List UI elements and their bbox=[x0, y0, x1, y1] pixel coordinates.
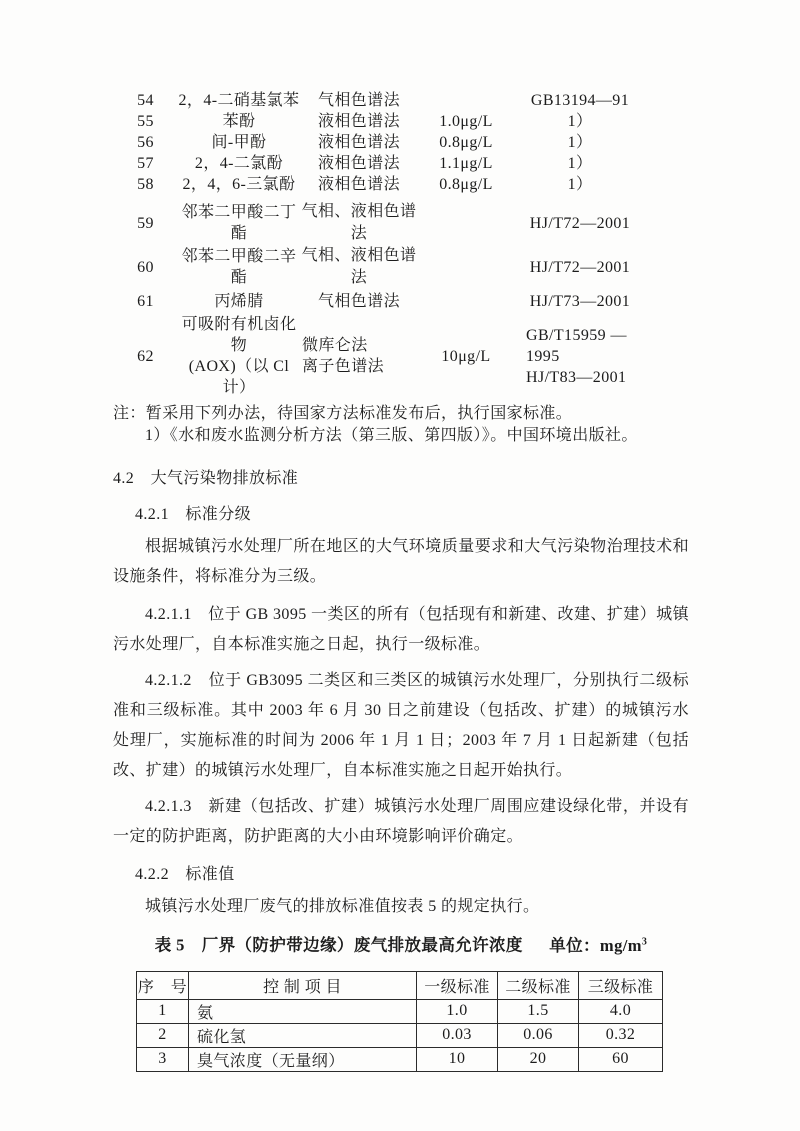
detection-limit: 10μg/L bbox=[441, 347, 491, 365]
method-line: 离子色谱法 bbox=[302, 358, 385, 375]
method-name: 气相色谱法 bbox=[317, 92, 400, 109]
table5-title-text: 表 5 厂界（防护带边缘）废气排放最高允许浓度 bbox=[154, 935, 523, 955]
table5-caption bbox=[113, 932, 689, 956]
cell-level1: 0.03 bbox=[417, 1023, 498, 1047]
method-name bbox=[300, 201, 418, 245]
row-number: 57 bbox=[137, 155, 154, 172]
standard-ref-line: GB/T15959 — bbox=[526, 326, 627, 344]
detection-limit: 1.0μg/L bbox=[439, 113, 493, 130]
standard-ref: HJ/T72—2001 bbox=[529, 214, 631, 232]
table-row-58 bbox=[113, 174, 646, 195]
table5-emission-limits bbox=[136, 971, 663, 1072]
pollutant-name-line: 可吸附有机卤化物 bbox=[181, 316, 297, 354]
standard-ref: 1） bbox=[567, 176, 593, 193]
cell-serial: 3 bbox=[137, 1047, 189, 1071]
table-row-57 bbox=[113, 153, 646, 174]
row-number: 62 bbox=[137, 347, 154, 365]
cell-level2: 1.5 bbox=[498, 999, 579, 1023]
cell-item: 硫化氢 bbox=[189, 1023, 417, 1047]
standard-ref: 1） bbox=[567, 155, 593, 172]
method-name: 液相色谱法 bbox=[317, 155, 400, 172]
row-number: 59 bbox=[137, 214, 154, 232]
method-line: 气相、液相色谱 bbox=[301, 247, 417, 264]
section-heading-4-2: 4.2 大气污染物排放标准 bbox=[113, 470, 299, 487]
pollutant-name-line: (AOX)（以 Cl 计） bbox=[188, 358, 290, 396]
table-row-61 bbox=[113, 291, 646, 312]
table-notes bbox=[113, 403, 689, 447]
row-number: 54 bbox=[137, 92, 154, 109]
header-level1: 一级标准 bbox=[417, 971, 498, 999]
cell-item: 臭气浓度（无量纲） bbox=[189, 1047, 417, 1071]
cell-level1: 1.0 bbox=[417, 999, 498, 1023]
standard-ref: HJ/T72—2001 bbox=[529, 258, 631, 276]
method-name: 液相色谱法 bbox=[317, 134, 400, 151]
pollutant-name: 邻苯二甲酸二丁酯 bbox=[181, 204, 297, 242]
pollutant-name: 间-甲酚 bbox=[211, 134, 267, 151]
detection-limit: 0.8μg/L bbox=[439, 134, 493, 151]
method-name: 气相色谱法 bbox=[317, 293, 400, 310]
row-number: 58 bbox=[137, 176, 154, 193]
method-line: 法 bbox=[350, 225, 368, 242]
table5-header-row bbox=[137, 971, 663, 999]
paragraph-4-2-1-1: 4.2.1.1 位于 GB 3095 一类区的所有（包括现有和新建、改建、扩建）城镇污水处理厂，自本标准实施之日起，执行一级标准。 bbox=[113, 606, 689, 653]
header-serial: 序 号 bbox=[137, 971, 189, 999]
method-name bbox=[300, 335, 418, 377]
table5-unit-superscript: 3 bbox=[641, 936, 648, 947]
table-row-62 bbox=[113, 314, 646, 398]
cell-level3: 60 bbox=[579, 1047, 663, 1071]
paragraph-4-2-1: 根据城镇污水处理厂所在地区的大气环境质量要求和大气污染物治理技术和设施条件，将标准分为三级。 bbox=[113, 538, 689, 585]
note-line: 注：暂采用下列办法，待国家方法标准发布后，执行国家标准。 bbox=[113, 405, 573, 422]
pollutant-name: 2，4，6-三氯酚 bbox=[182, 176, 296, 193]
cell-level3: 4.0 bbox=[579, 999, 663, 1023]
analysis-methods-table bbox=[113, 90, 646, 398]
standard-ref: GB13194—91 bbox=[530, 92, 630, 109]
cell-level1: 10 bbox=[417, 1047, 498, 1071]
row-number: 61 bbox=[137, 293, 154, 310]
pollutant-name bbox=[178, 314, 300, 398]
header-level2: 二级标准 bbox=[498, 971, 579, 999]
table5-unit-label: 单位：mg/m bbox=[549, 935, 642, 955]
table5-unit bbox=[549, 936, 647, 955]
section-heading-4-2-2: 4.2.2 标准值 bbox=[135, 866, 235, 883]
table-row-59 bbox=[113, 201, 646, 245]
table-row-55 bbox=[113, 111, 646, 132]
standard-ref: 1） bbox=[567, 113, 593, 130]
standard-ref-line: 1995 bbox=[526, 347, 560, 365]
paragraph-4-2-1-2: 4.2.1.2 位于 GB3095 二类区和三类区的城镇污水处理厂，分别执行二级标准和三级标准。其中 2003 年 6 月 30 日之前建设（包括改、扩建）的城镇污水处理厂，实施标准的时间为 2006 年 1 月 1 日；2003 年 7 月 1 日起新建（包括改、扩建）的城镇污水处理厂，自本标准实施之日起开始执行。 bbox=[113, 672, 689, 779]
cell-level2: 20 bbox=[498, 1047, 579, 1071]
cell-level2: 0.06 bbox=[498, 1023, 579, 1047]
method-name: 液相色谱法 bbox=[317, 176, 400, 193]
detection-limit: 0.8μg/L bbox=[439, 176, 493, 193]
method-line: 微库仑法 bbox=[302, 337, 368, 354]
method-name: 液相色谱法 bbox=[317, 113, 400, 130]
header-item: 控 制 项 目 bbox=[189, 971, 417, 999]
detection-limit: 1.1μg/L bbox=[439, 155, 493, 172]
row-number: 60 bbox=[137, 258, 154, 276]
page-content bbox=[113, 90, 689, 1072]
cell-serial: 2 bbox=[137, 1023, 189, 1047]
table-row-54 bbox=[113, 90, 646, 111]
row-number: 56 bbox=[137, 134, 154, 151]
pollutant-name: 苯酚 bbox=[222, 113, 256, 130]
cell-item: 氨 bbox=[189, 999, 417, 1023]
paragraph-4-2-1-3: 4.2.1.3 新建（包括改、扩建）城镇污水处理厂周围应建设绿化带，并设有一定的防护距离，防护距离的大小由环境影响评价确定。 bbox=[113, 798, 689, 845]
standard-ref: HJ/T73—2001 bbox=[529, 293, 631, 310]
method-line: 气相、液相色谱 bbox=[301, 203, 417, 220]
table5-row-2 bbox=[137, 1023, 663, 1047]
method-name bbox=[300, 245, 418, 289]
pollutant-name: 2，4-二氯酚 bbox=[194, 155, 284, 172]
cell-level3: 0.32 bbox=[579, 1023, 663, 1047]
standard-ref: 1） bbox=[567, 134, 593, 151]
note-line: 1）《水和废水监测分析方法（第三版、第四版）》。中国环境出版社。 bbox=[145, 427, 638, 444]
paragraph-4-2-2: 城镇污水处理厂废气的排放标准值按表 5 的规定执行。 bbox=[145, 898, 540, 915]
header-level3: 三级标准 bbox=[579, 971, 663, 999]
table-row-60 bbox=[113, 245, 646, 289]
method-line: 法 bbox=[350, 269, 368, 286]
pollutant-name: 2，4-二硝基氯苯 bbox=[178, 92, 300, 109]
table5-row-3 bbox=[137, 1047, 663, 1071]
row-number: 55 bbox=[137, 113, 154, 130]
table5-row-1 bbox=[137, 999, 663, 1023]
section-heading-4-2-1: 4.2.1 标准分级 bbox=[135, 506, 252, 523]
pollutant-name: 丙烯腈 bbox=[214, 293, 264, 310]
standard-ref bbox=[514, 325, 646, 388]
table-row-56 bbox=[113, 132, 646, 153]
standard-ref-line: HJ/T83—2001 bbox=[526, 368, 627, 386]
pollutant-name: 邻苯二甲酸二辛酯 bbox=[181, 248, 297, 286]
cell-serial: 1 bbox=[137, 999, 189, 1023]
